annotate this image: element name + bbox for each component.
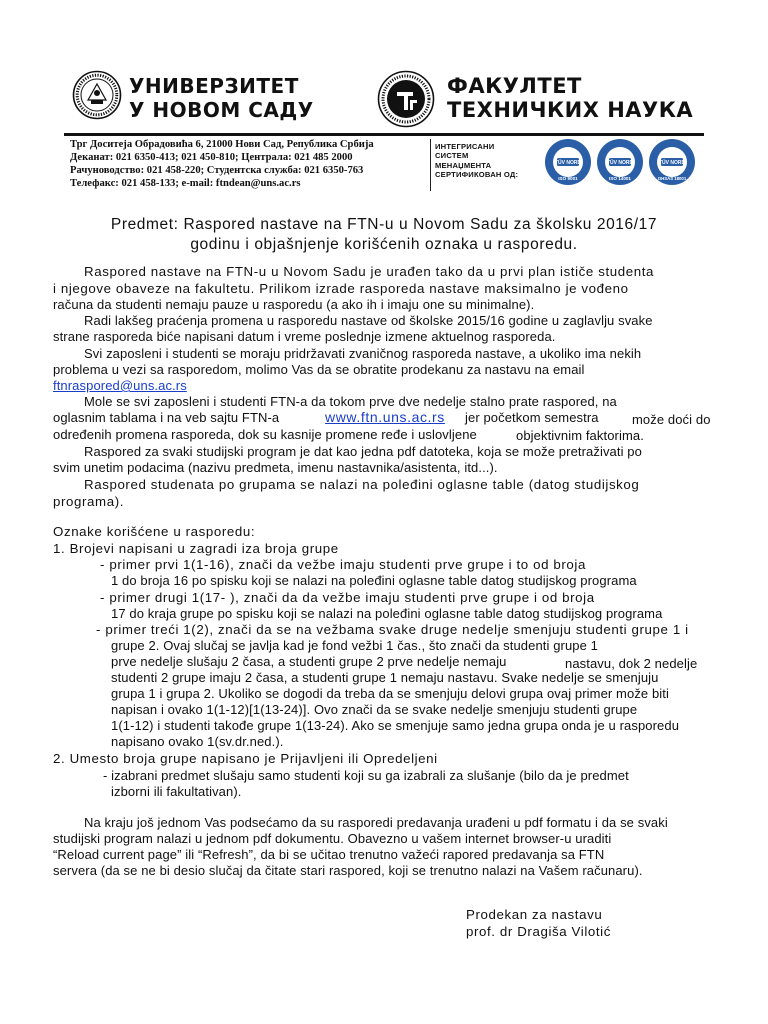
- example-line: grupe 2. Ovaj slučaj se javlja kad je fond vežbi 1 čas., što znači da studenti grupe 1: [111, 638, 598, 653]
- signature-title: Prodekan za nastavu: [466, 907, 603, 922]
- contact-accounting-phones: Рачуноводство: 021 458-220; Студентска служба: 021 6350-763: [70, 165, 364, 176]
- faculty-seal-icon: [377, 70, 435, 128]
- badge-issuer: TÜV NORD: [554, 160, 582, 167]
- paragraph-line: jer početkom semestra: [465, 410, 599, 425]
- example-line: izborni ili fakultativan).: [111, 784, 242, 799]
- badge-standard: OHSAS 18001: [657, 176, 687, 181]
- badge-standard: ISO 14001: [609, 176, 631, 181]
- subject-heading: [60, 215, 708, 255]
- paragraph-line: Raspored za svaki studijski program je dat kao jedna pdf datoteka, koja se može pretraživati po: [84, 444, 642, 459]
- signature-name: prof. dr Dragiša Vilotić: [466, 924, 611, 939]
- paragraph-line: Na kraju još jednom Vas podsećamo da su rasporedi predavanja urađeni u pdf formatu i da se svaki: [84, 815, 668, 830]
- iso-9001-badge-icon: [544, 138, 592, 186]
- paragraph-line: objektivnim faktorima.: [516, 428, 644, 443]
- university-name: [129, 74, 314, 122]
- website-link[interactable]: www.ftn.uns.ac.rs: [325, 409, 445, 425]
- subject-line-1: Predmet: Raspored nastave na FTN-u u Novom Sadu za školsku 2016/17: [110, 216, 658, 233]
- badge-issuer: TÜV NORD: [658, 160, 686, 167]
- paragraph-line: Radi lakšeg praćenja promena u rasporedu nastave od školske 2015/16 godine u zaglavlju svake: [84, 313, 653, 328]
- paragraph-line: Raspored nastave na FTN-u u Novom Sadu je urađen tako da u prvi plan ističe studenta: [84, 264, 655, 279]
- paragraph-line: Svi zaposleni i studenti se moraju pridržavati zvaničnog rasporeda nastave, a ukoliko ima nekih: [84, 346, 642, 361]
- certification-line: МЕНАЏМЕНТА: [435, 160, 492, 170]
- certification-line: СЕРТИФИКОВАН ОД:: [435, 170, 519, 180]
- legend-heading: Oznake korišćene u rasporedu:: [53, 524, 256, 539]
- email-link[interactable]: ftnraspored@uns.ac.rs: [53, 378, 187, 393]
- paragraph-line: strane rasporeda biće napisani datum i vreme poslednje izmene aktuelnog rasporeda.: [53, 329, 556, 344]
- contact-block: [70, 138, 426, 190]
- ohsas-18001-badge-icon: [648, 138, 696, 186]
- letterhead: [64, 64, 704, 194]
- paragraph-line: Mole se svi zaposleni i studenti FTN-a da tokom prve dve nedelje stalno prate raspored, na: [84, 394, 617, 409]
- example-line: nastavu, dok 2 nedelje: [565, 656, 698, 671]
- paragraph-line: računa da studenti nemaju pauze u rasporedu (a ako ih i imaju one su minimalne).: [53, 297, 535, 312]
- example-line: prve nedelje slušaju 2 časa, a studenti grupe 2 prve nedelje nemaju: [111, 654, 507, 669]
- paragraph-line: Raspored studenata po grupama se nalazi na poleđini oglasne table (datog studijskog: [84, 477, 640, 492]
- badge-standard: ISO 9001: [558, 176, 578, 181]
- legend-item-1-title: 1. Brojevi napisani u zagradi iza broja grupe: [53, 541, 339, 556]
- legend-item-2-title: 2. Umesto broja grupe napisano je Prijavljeni ili Opredeljeni: [53, 751, 438, 766]
- badge-issuer: TÜV NORD: [606, 160, 634, 167]
- certification-text: [435, 142, 518, 180]
- paragraph-line: servera (da se ne bi desio slučaj da čitate stari raspored, koji se trenutno nalazi na Vašem računaru).: [53, 863, 643, 878]
- paragraph-line: studijski program nalazi u jednom pdf dokumentu. Obavezno u vašem internet browser-u uraditi: [53, 831, 612, 846]
- paragraph-line: svim unetim podacima (nazivu predmeta, imenu nastavnika/asistenta, itd...).: [53, 460, 498, 475]
- example-line: studenti 2 grupe imaju 2 časa, a studenti grupe 1 nemaju nastavu. Svake nedelje se smenjuju: [111, 670, 659, 685]
- faculty-name-line-2: ТЕХНИЧКИХ НАУКА: [447, 98, 694, 122]
- paragraph-line: “Reload current page” ili “Refresh”, da bi se učitao trenutno važeći rapored predavanja sa FTN: [53, 847, 605, 862]
- letterhead-divider: [64, 133, 704, 136]
- iso-14001-badge-icon: [596, 138, 644, 186]
- example-line: grupa 1 i grupa 2. Ukoliko se dogodi da treba da se smenjuju delovi grupa ovaj primer može biti: [111, 686, 669, 701]
- certification-line: СИСТЕМ: [435, 151, 469, 161]
- example-line: 1(1-12) i studenti takođe grupe 1(13-24). Ako se smenjuje samo jedna grupa onda je u rasporedu: [111, 718, 680, 733]
- faculty-name-line-1: ФАКУЛТЕТ: [447, 74, 582, 98]
- paragraph-line: oglasnim tablama i na veb sajtu FTN-a: [53, 410, 280, 425]
- university-name-line-2: У НОВОМ САДУ: [129, 98, 314, 122]
- example-line: - primer prvi 1(1-16), znači da vežbe imaju studenti prve grupe i to od broja: [100, 557, 586, 572]
- paragraph-line: može doći do: [632, 412, 711, 427]
- faculty-name: [447, 74, 693, 122]
- certification-line: ИНТЕГРИСАНИ: [435, 142, 495, 151]
- example-line: - primer drugi 1(17- ), znači da da vežbe imaju studenti prve grupe i od broja: [100, 590, 595, 605]
- paragraph-line: određenih promena rasporeda, dok su kasnije promene ređe i uslovljene: [53, 427, 477, 442]
- example-line: napisano ovako 1(sv.dr.ned.).: [111, 734, 284, 749]
- paragraph-line: i njegove obaveze na fakultetu. Prilikom izrade rasporeda nastave maksimalno je vođeno: [53, 281, 629, 296]
- contact-dean-phones: Деканат: 021 6350-413; 021 450-810; Централа: 021 485 2000: [70, 152, 353, 163]
- university-name-line-1: УНИВЕРЗИТЕТ: [129, 74, 299, 98]
- example-line: - primer treći 1(2), znači da se na vežbama svake druge nedelje smenjuju studenti grupe 1 i: [96, 622, 689, 637]
- example-line: 17 do kraja grupe po spisku koji se nalazi na poleđini oglasne table datog studijskog programa: [111, 606, 663, 621]
- example-line: 1 do broja 16 po spisku koji se nalazi na poleđini oglasne table datog studijskog programa: [111, 573, 637, 588]
- paragraph-line: problema u vezi sa rasporedom, molimo Vas da se obratite prodekanu za nastavu na email: [53, 362, 585, 377]
- subject-line-2: godinu i objašnjenje korišćenih oznaka u rasporedu.: [190, 236, 578, 253]
- contact-address: Трг Доситеја Обрадовића 6, 21000 Нови Сад, Република Србија: [70, 139, 374, 150]
- contact-fax-email: Телефакс: 021 458-133; e-mail: ftndean@uns.ac.rs: [70, 178, 301, 189]
- example-line: - izabrani predmet slušaju samo studenti koji su ga izabrali za slušanje (bilo da je predmet: [103, 768, 629, 783]
- paragraph-line: programa).: [53, 494, 125, 509]
- example-line: napisan i ovako 1(1-12)[1(13-24)]. Ovo znači da se svake nedelje smenjuju studenti grupe: [111, 702, 638, 717]
- university-seal-icon: [72, 70, 122, 120]
- certification-divider: [430, 139, 431, 191]
